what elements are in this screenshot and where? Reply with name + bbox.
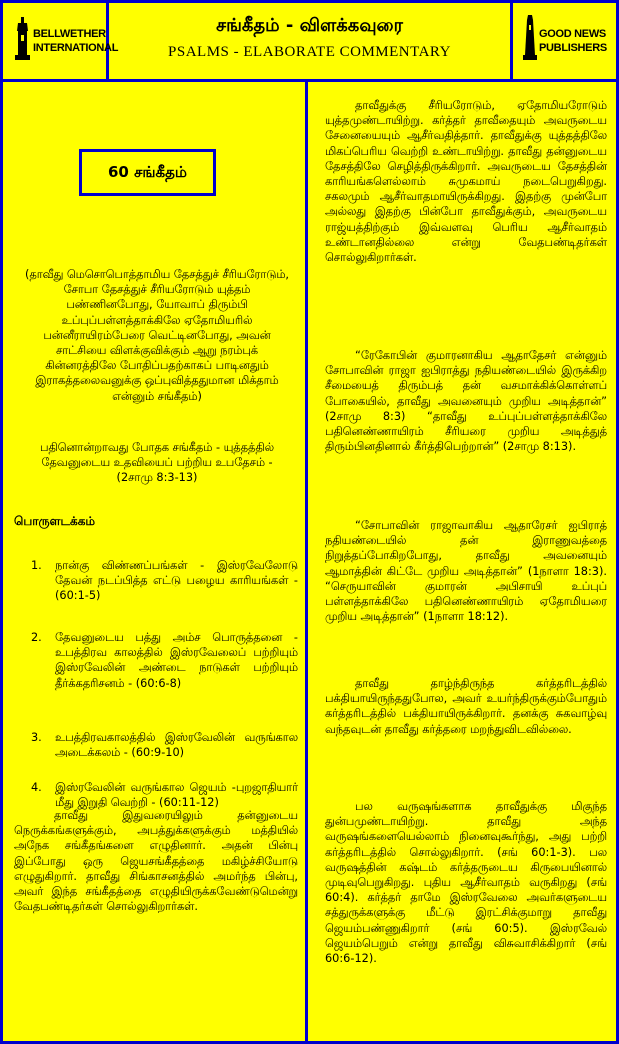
toc-item-text: தேவனுடைய பத்து அம்ச பொருத்தனை - உபத்திரவ காலத்தில் இஸ்ரவேலைப் பற்றியும் இஸ்ரவேலின் அண்டை நாடுகள் பற்றியும் தீர்க்கதரிசனம் - (60:6-8) <box>55 631 298 690</box>
bellwether-logo <box>3 3 119 79</box>
commentary-paragraph: “சோபாவின் ராஜாவாகிய ஆதாரேசர் ஐபிராத் நதியண்டையில் தன் இராணுவத்தை நிறுத்தப்போகிறபோது, தாவீது அவனையும் ஆமாத்தின் கிட்டே முறிய அடித்தான்” (1நாளா 18:3). “செருயாவின் குமாரன் அபிசாயி உப்புப் பள்ளத்தாக்கிலே பதினெண்ணாயிரம் ஏதோமியரை முறிய அடித்தான்” (1நாளா 18:12). <box>325 519 607 624</box>
commentary-paragraph: “ரேகோபின் குமாரனாகிய ஆதாதேசர் என்னும் சோபாவின் ராஜா ஐபிராத்து நதியண்டையில் இருக்கிற சீமையைத் திரும்பத் தன் வசமாக்கிக்கொள்ளப் போகையில், தாவீது அவனையும் முறிய அடித்தான்” (2சாமு 8:3) “தாவீது உப்புப்பள்ளத்தாக்கிலே பதினெண்ணாயிரம் சீரியரை முறிய அடித்துத் திரும்பினதினால் கீர்த்திபெற்றான்” (2சாமு 8:13). <box>325 349 607 454</box>
right-column <box>311 82 616 1041</box>
toc-item-number: 1. <box>31 559 42 572</box>
contents-heading: பொருளடக்கம் <box>14 514 96 528</box>
toc-item-number: 4. <box>31 781 42 794</box>
lighthouse-icon <box>523 15 537 61</box>
commentary-paragraph: தாவீதுக்கு சீரியரோடும், ஏதோமியரோடும் யுத்தமுண்டாயிற்று. கர்த்தர் தாவீதையும் அவருடைய சேனையையும் ஆசீர்வதித்தார். தாவீதுக்கு யுத்தத்திலே மிகப்பெரிய வெற்றி உண்டாயிற்று. தாவீது தன்னுடைய தேசத்திலே செழித்திருக்கிறார். அவருடைய தேசத்தின் காரியங்களெல்லாம் சுமுகமாய் நடைபெறுகிறது. சகலமும் ஆசீர்வாதமாயிருக்கிறது. இதற்கு முன்போ அல்லது இதற்கு பின்போ தாவீதுக்கும், அவருடைய ராஜ்யத்திற்கும் இவ்வளவு பெரிய ஆசீர்வாதம் உண்டானதில்லை என்று வேதபண்டிதர்கள் சொல்லுகிறார்கள். <box>325 99 607 265</box>
toc-item <box>33 630 298 691</box>
introduction-paragraph: தாவீது இதுவரையிலும் தன்னுடைய நெருக்கங்களுக்கும், அபத்துக்களுக்கும் மத்தியில் அநேக சங்கீதங்களை எழுதினார். அதன் பின்பு இப்போது ஒரு ஜெயசங்கீதத்தை மகிழ்ச்சியோடு எழுதுகிறார். தாவீது சிங்காசனத்தில் அமர்ந்த பின்பு, அவர் இந்த சங்கீதத்தை எழுதியிருக்கவேண்டுமென்று வேதபண்டிதர்கள் சொல்லுகிறார்கள். <box>14 809 298 914</box>
commentary-paragraph: தாவீது தாழ்ந்திருந்த கர்த்தரிடத்தில் பக்தியாயிருந்ததுபோல, அவர் உயர்ந்திருக்கும்போதும் கர்த்தரிடத்தில் பக்தியாயிருக்கிறார். தனக்கு சுகவாழ்வு வந்தவுடன் தாவீது கர்த்தரை மறந்துவிடவில்லை. <box>325 677 607 736</box>
psalm-subtitle: பதினொன்றாவது போதக சங்கீதம் - யுத்தத்தில் தேவனுடைய உதவியைப் பற்றிய உபதேசம் - (2சாமு 8:3-13) <box>39 441 275 485</box>
commentary-paragraph: பல வருஷங்களாக தாவீதுக்கு மிகுந்த துன்பமுண்டாயிற்று. தாவீது அந்த வருஷங்களையெல்லாம் நினைவுகூர்ந்து, அது பற்றி கர்த்தரிடத்தில் சொல்லுகிறார். (சங் 60:1-3). பல வருஷத்தின் கஷ்டம் கர்த்தருடைய கிருபையினால் முடிவுபெறுகிறது. புதிய ஆசீர்வாதம் வருகிறது (சங் 60:4). கர்த்தர் தாமே இஸ்ரவேலை அவர்களுடைய சத்துருக்களுக்கு மீட்டு இரட்சிக்குமாறு தாவீது ஜெயம்பண்ணுகிறார் (சங் 60:5). இஸ்ரவேல் ஜெயம்பெறும் என்று தாவீது விசுவாசிக்கிறார் (சங் 60:6-12). <box>325 800 607 966</box>
bell-tower-icon <box>15 17 31 61</box>
header-titles <box>109 3 510 79</box>
toc-item-text: நான்கு விண்ணப்பங்கள் - இஸ்ரவேலோடு தேவன் நடப்பித்த எட்டு பழைய காரியங்கள் - (60:1-5) <box>55 559 298 603</box>
psalm-introduction: (தாவீது மெசொபொத்தாமிய தேசத்துச் சீரியரோடும், சோபா தேசத்துச் சீரியரோடும் யுத்தம் பண்ணினபோது, யோவாப் திரும்பி உப்புப்பள்ளத்தாக்கிலே ஏதோமியரில் பன்னீராயிரம்பேரை வெட்டினபோது, அவன் சாட்சியை விளக்குவிக்கும் ஆறு நரம்புக் கின்னரத்திலே போதிப்பதற்காகப் பாடினதும் இராகத்தலைவனுக்கு ஒப்புவித்ததுமான மிக்தாம் என்னும் சங்கீதம்) <box>24 268 290 403</box>
toc-item <box>33 780 298 810</box>
toc-item <box>33 730 298 760</box>
toc-item-number: 2. <box>31 631 42 644</box>
toc-item-number: 3. <box>31 731 42 744</box>
header <box>3 3 616 82</box>
logo-text-line-1: GOOD NEWS <box>539 28 606 40</box>
header-title-tamil: சங்கீதம் - விளக்கவுரை <box>216 15 403 36</box>
toc-item-text: உபத்திரவகாலத்தில் இஸ்ரவேலின் வருங்கால அடைக்கலம் - (60:9-10) <box>55 731 298 760</box>
toc-item-text: இஸ்ரவேலின் வருங்கால ஜெயம் -புறஜாதியார் மீது இறுதி வெற்றி - (60:11-12) <box>55 781 298 810</box>
left-column <box>3 82 308 1041</box>
logo-text-line-2: INTERNATIONAL <box>33 42 119 54</box>
good-news-logo <box>510 3 616 79</box>
header-title-english: PSALMS - ELABORATE COMMENTARY <box>168 44 451 60</box>
logo-text-line-1: BELLWETHER <box>33 28 106 40</box>
toc-item <box>33 558 298 604</box>
chapter-title: 60 சங்கீதம் <box>79 149 216 196</box>
logo-text-line-2: PUBLISHERS <box>539 42 607 54</box>
